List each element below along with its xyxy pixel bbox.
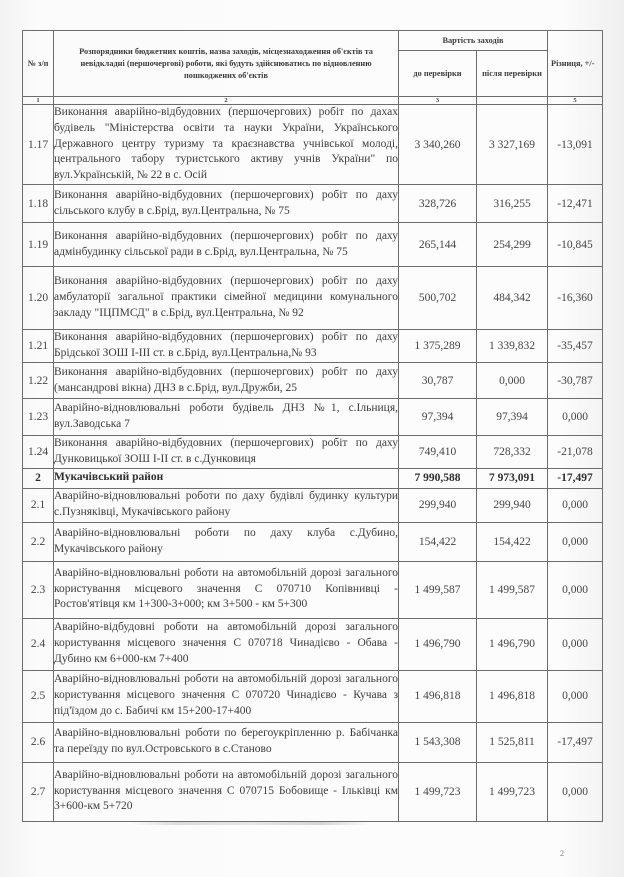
row-description: Аварійно-відновлювальні роботи по даху будівлі будинку культури с.Пузняківці, Мукачівського району [54,488,399,522]
row-difference: 0,000 [548,670,603,722]
column-number: 5 [548,97,603,105]
row-cost-after: 728,332 [477,436,548,469]
row-number: 1.23 [23,399,54,436]
row-number: 1.21 [23,330,54,363]
row-number: 2.3 [23,561,54,618]
table-row [23,561,603,618]
row-description: Виконання аварійно-відбудовних (першочергових) робіт по даху сільського клубу в с.Брід, вул.Центральна, № 75 [54,185,399,223]
row-cost-after: 1 525,811 [477,722,548,762]
row-difference: -16,360 [548,267,603,330]
table-header-row [23,31,603,51]
table-row [23,223,603,267]
row-cost-after: 1 496,818 [477,670,548,722]
row-description: Аварійно-відновлювальні роботи по берегоукріпленню р. Бабічанка та переїзду по вул.Островського в с.Станово [54,722,399,762]
row-cost-before: 749,410 [399,436,477,469]
row-cost-after: 1 339,832 [477,330,548,363]
row-cost-after: 299,940 [477,488,548,522]
row-difference: -13,091 [548,105,603,185]
row-number: 2.4 [23,618,54,670]
row-number: 2.7 [23,762,54,821]
row-difference: -35,457 [548,330,603,363]
row-cost-before: 1 496,818 [399,670,477,722]
row-number: 2.6 [23,722,54,762]
row-difference: 0,000 [548,762,603,821]
page-number: 2 [560,849,564,858]
row-cost-after: 3 327,169 [477,105,548,185]
row-description: Аварійно-відновлювальні роботи будівель ДНЗ №1, с.Ільниця, вул.Заводська 7 [54,399,399,436]
row-number: 2.1 [23,488,54,522]
row-cost-after: 1 499,723 [477,762,548,821]
row-difference: 0,000 [548,561,603,618]
row-difference: -10,845 [548,223,603,267]
row-difference: 0,000 [548,618,603,670]
row-number: 1.20 [23,267,54,330]
section-cost-after: 7 973,091 [477,468,548,488]
row-cost-before: 1 543,308 [399,722,477,762]
row-difference: -12,471 [548,185,603,223]
header-description: Розпорядники бюджетних коштів, назва заходів, місцезнаходження об'єктів та невідкладні (першочергові) роботи, які будуть здійснюватись по відновленню пошкоджених об'єктів [54,31,399,97]
row-cost-after: 1 496,790 [477,618,548,670]
table-row [23,399,603,436]
row-description: Аварійно-відновлювальні роботи на автомобільній дорозі загального користування місцевого значення С 070710 Копівнивці - Ростов'ятівця км 1+300-3+000; км 3+500 - км 5+300 [54,561,399,618]
table-row [23,522,603,561]
section-row-mukachivskyi [23,468,603,488]
row-number: 1.19 [23,223,54,267]
row-cost-after: 316,255 [477,185,548,223]
section-cost-before: 7 990,588 [399,468,477,488]
row-cost-before: 1 499,723 [399,762,477,821]
row-description: Виконання аварійно-відбудовних (першочергових) робіт по даху (мансандрові вікна) ДНЗ в с.Брід, вул.Дружби, 25 [54,363,399,399]
row-cost-before: 3 340,260 [399,105,477,185]
table-row [23,330,603,363]
table-row [23,618,603,670]
column-number-row [23,97,603,105]
row-cost-after: 1 499,587 [477,561,548,618]
row-description: Аварійно-відновлювальні роботи по даху клуба с.Дубино, Мукачівського району [54,522,399,561]
table-row [23,185,603,223]
header-before-check: до перевірки [399,51,477,97]
row-cost-before: 299,940 [399,488,477,522]
row-description: Виконання аварійно-відбудовних (першочергових) робіт по даху Брідської ЗОШ І-ІІІ ст. в с.Брід, вул.Центральна,№ 93 [54,330,399,363]
row-difference: 0,000 [548,522,603,561]
row-number: 2.2 [23,522,54,561]
row-difference: -30,787 [548,363,603,399]
row-cost-after: 484,342 [477,267,548,330]
table-row [23,267,603,330]
row-number: 2.5 [23,670,54,722]
column-number [477,97,548,105]
row-difference: -17,497 [548,722,603,762]
row-cost-before: 30,787 [399,363,477,399]
header-difference: Різниця, +/- [548,31,603,97]
table-row [23,762,603,821]
table-row [23,488,603,522]
header-after-check: після перевірки [477,51,548,97]
row-cost-before: 1 499,587 [399,561,477,618]
row-description: Виконання аварійно-відбудовних (першочергових) робіт по даху Дунковицької ЗОШ І-ІІ ст. в с.Дунковиця [54,436,399,469]
table-row [23,363,603,399]
column-number: 2 [54,97,399,105]
column-number: 1 [23,97,54,105]
header-cost-group: Вартість заходів [399,31,548,51]
row-cost-after: 154,422 [477,522,548,561]
row-cost-before: 265,144 [399,223,477,267]
row-cost-before: 1 375,289 [399,330,477,363]
table-row [23,436,603,469]
row-cost-after: 254,299 [477,223,548,267]
row-difference: 0,000 [548,399,603,436]
row-description: Аварійно-відновлювальні роботи на автомобільній дорозі загального користування місцевого значення С 070720 Чинадієво - Кучава з під'їздом до с. Бабичі км 15+200-17+400 [54,670,399,722]
row-difference: 0,000 [548,488,603,522]
scan-smudge [130,822,370,825]
row-description: Аварійно-відбудовні роботи на автомобільній дорозі загального користування місцевого значення С 070718 Чинадієво - Обава - Дубино км 6+000-км 7+400 [54,618,399,670]
row-cost-after: 97,394 [477,399,548,436]
row-description: Виконання аварійно-відбудовних (першочергових) робіт по даху адмінбудинку сільської ради в с.Брід, вул.Центральна, № 75 [54,223,399,267]
table-row [23,722,603,762]
row-number: 1.18 [23,185,54,223]
row-difference: -21,078 [548,436,603,469]
section-number: 2 [23,468,54,488]
row-cost-before: 500,702 [399,267,477,330]
row-cost-before: 1 496,790 [399,618,477,670]
section-title: Мукачівський район [54,468,399,488]
row-number: 1.24 [23,436,54,469]
row-description: Виконання аварійно-відбудовних (першочергових) робіт по дахах будівель "Міністерства освіти та науки України, Українського Державного центру туризму та краєзнавства учнівської молоді, центрального табору туристського активу учнів України" по вул.Українській, № 22 в с. Осій [54,105,399,185]
row-cost-before: 328,726 [399,185,477,223]
table-row [23,670,603,722]
section-difference: -17,497 [548,468,603,488]
row-cost-before: 97,394 [399,399,477,436]
table-row [23,105,603,185]
row-number: 1.17 [23,105,54,185]
row-cost-before: 154,422 [399,522,477,561]
header-number: № з/п [23,31,54,97]
row-number: 1.22 [23,363,54,399]
row-cost-after: 0,000 [477,363,548,399]
column-number: 3 [399,97,477,105]
budget-table [22,30,603,822]
row-description: Аварійно-відновлювальні роботи на автомобільній дорозі загального користування місцевого значення С 070715 Бобовище - Ільківці км 3+600-км 5+720 [54,762,399,821]
row-description: Виконання аварійно-відбудовних (першочергових) робіт по даху амбулаторії загальної практики сімейної медицини комунального закладу "ІЦПМСД" в с.Брід, вул.Центральна, № 92 [54,267,399,330]
